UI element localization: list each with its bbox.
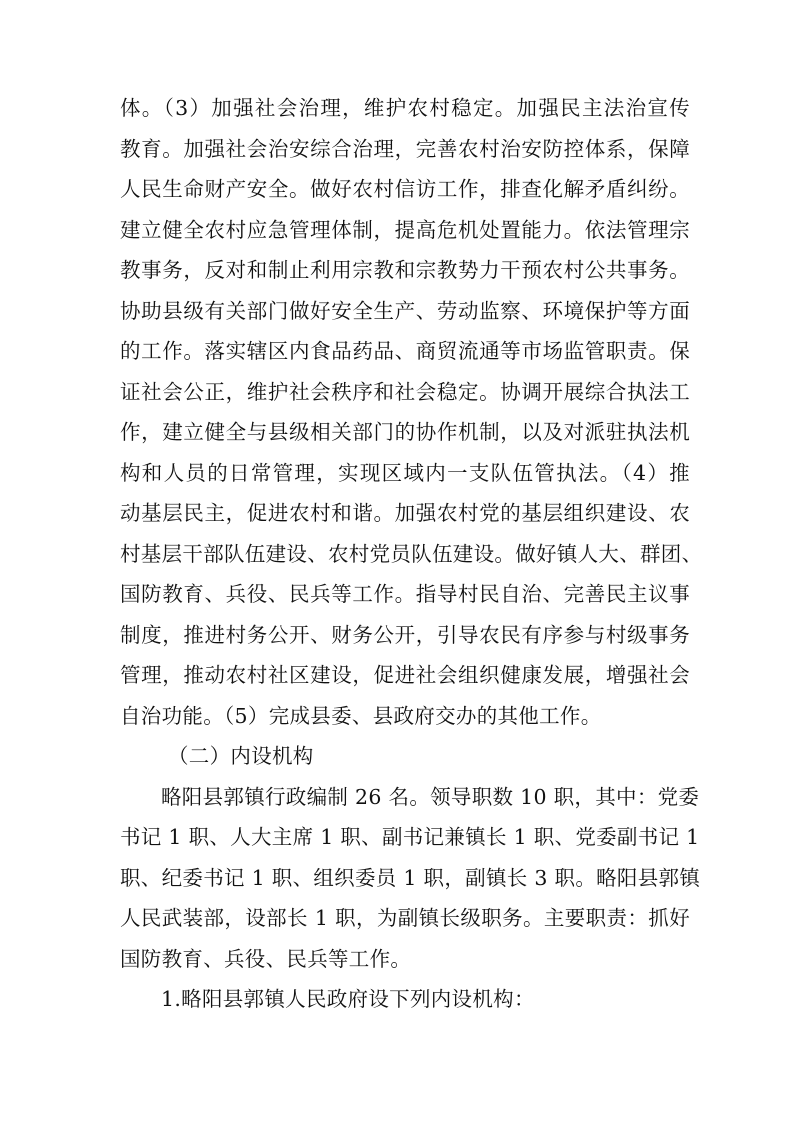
text-line: 证社会公正，维护社会秩序和社会稳定。协调开展综合执法工	[120, 379, 690, 404]
text-line: 自治功能。（5）完成县委、县政府交办的其他工作。	[120, 703, 602, 728]
text-line: 略阳县郭镇行政编制 26 名。领导职数 10 职，其中：党委	[161, 784, 700, 809]
text-line: 国防教育、兵役、民兵等工作。	[120, 946, 412, 971]
text-line: 体。（3）加强社会治理，维护农村稳定。加强民主法治宣传	[120, 96, 690, 120]
text-line: 教事务，反对和制止利用宗教和宗教势力干预农村公共事务。	[120, 258, 690, 282]
text-line: 管理，推动农村社区建设，促进社会组织健康发展，增强社会	[120, 663, 690, 687]
text-line: 建立健全农村应急管理体制，提高危机处置能力。依法管理宗	[120, 217, 690, 242]
text-line: 人民武装部，设部长 1 职，为副镇长级职务。主要职责：抓好	[120, 906, 690, 930]
text-line: 的工作。落实辖区内食品药品、商贸流通等市场监管职责。保	[120, 339, 690, 363]
text-line: 村基层干部队伍建设、农村党员队伍建设。做好镇人大、群团、	[120, 541, 703, 566]
text-line: 制度，推进村务公开、财务公开，引导农民有序参与村级事务	[120, 622, 690, 647]
text-line: 教育。加强社会治安综合治理，完善农村治安防控体系，保障	[120, 136, 690, 161]
text-line: 书记 1 职、人大主席 1 职、副书记兼镇长 1 职、党委副书记 1	[120, 825, 700, 849]
text-line: 构和人员的日常管理，实现区域内一支队伍管执法。（4）推	[120, 460, 690, 485]
text-line: 协助县级有关部门做好安全生产、劳动监察、环境保护等方面	[120, 298, 690, 323]
text-line: 人民生命财产安全。做好农村信访工作，排查化解矛盾纠纷。	[120, 177, 690, 201]
text-line: 职、纪委书记 1 职、组织委员 1 职，副镇长 3 职。略阳县郭镇	[120, 865, 701, 890]
section-heading: （二）内设机构	[168, 744, 314, 768]
text-line: 国防教育、兵役、民兵等工作。指导村民自治、完善民主议事	[120, 582, 690, 606]
paragraph-duties	[120, 88, 703, 736]
text-line: 动基层民主，促进农村和谐。加强农村党的基层组织建设、农	[120, 501, 690, 525]
text-line: 作，建立健全与县级相关部门的协作机制，以及对派驻执法机	[120, 420, 690, 444]
paragraph-staffing	[120, 777, 701, 980]
list-item: 1.略阳县郭镇人民政府设下列内设机构：	[161, 987, 535, 1011]
document-body	[120, 88, 703, 1020]
